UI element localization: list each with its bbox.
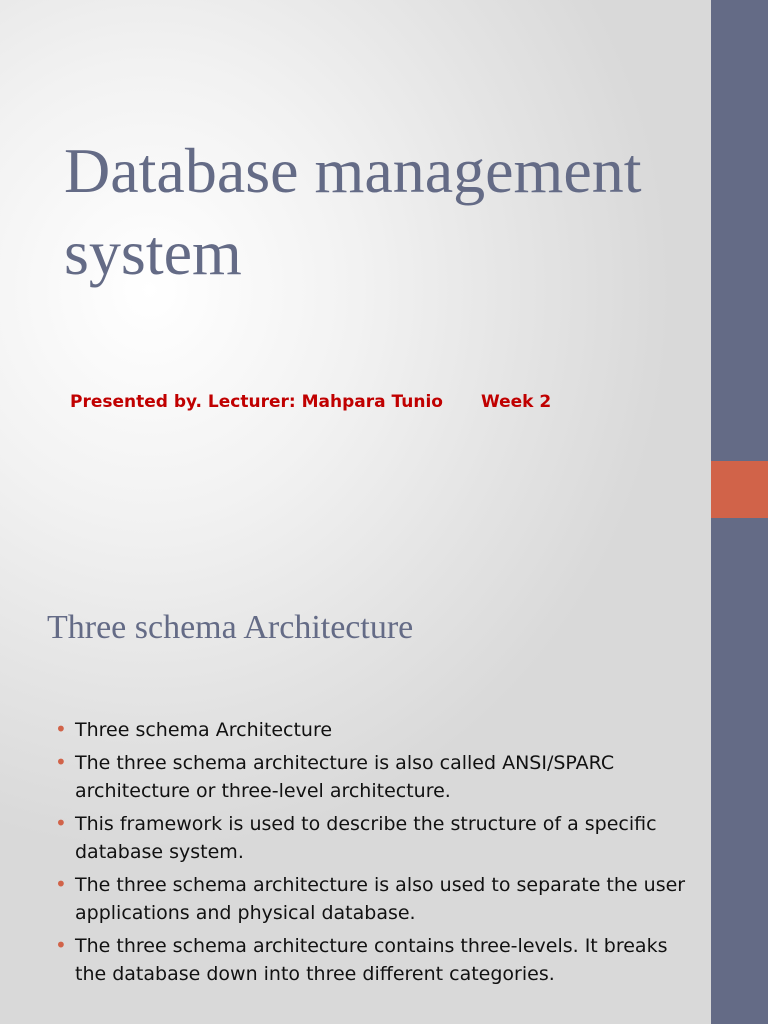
bullet-text: Three schema Architecture xyxy=(75,719,333,741)
bullet-item xyxy=(55,871,695,927)
week-text: Week 2 xyxy=(480,392,552,412)
bullet-dot-icon: • xyxy=(55,717,67,741)
subtitle-row xyxy=(70,390,551,414)
bullet-dot-icon: • xyxy=(55,933,67,957)
bullet-dot-icon: • xyxy=(55,811,67,835)
side-accent-block xyxy=(711,461,768,518)
slide-title: Database management system xyxy=(64,135,642,288)
bullet-item xyxy=(55,932,695,988)
bullet-dot-icon: • xyxy=(55,750,67,774)
presenter-text: Presented by. Lecturer: Mahpara Tunio xyxy=(70,392,443,412)
bullet-item xyxy=(55,749,695,805)
section-title: Three schema Architecture xyxy=(47,609,414,646)
bullet-text: This framework is used to describe the structure of a specific database system. xyxy=(75,813,657,863)
bullet-text: The three schema architecture is also used to separate the user applications and physical database. xyxy=(75,874,686,924)
bullet-text: The three schema architecture contains three-levels. It breaks the database down into three different categories. xyxy=(75,935,668,985)
bullet-list xyxy=(55,716,695,993)
bullet-text: The three schema architecture is also called ANSI/SPARC architecture or three-level architecture. xyxy=(75,752,615,802)
bullet-dot-icon: • xyxy=(55,872,67,896)
bullet-item xyxy=(55,716,695,744)
bullet-item xyxy=(55,810,695,866)
